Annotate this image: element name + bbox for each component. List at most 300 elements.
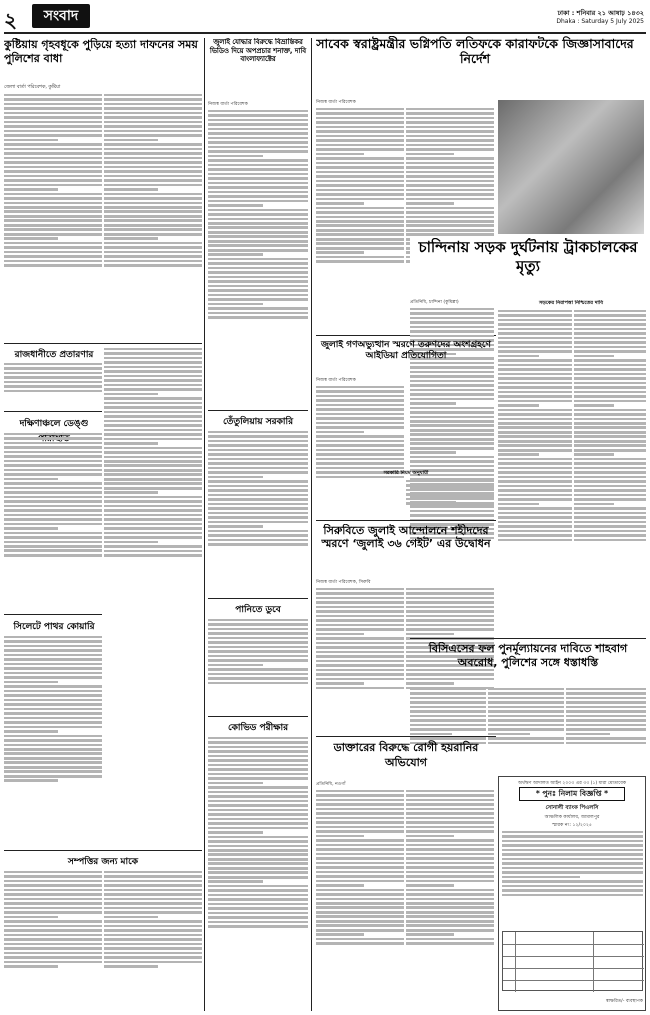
mid-headline-4: কোভিড পরীক্ষার <box>227 723 289 733</box>
center-body-3a <box>316 384 404 518</box>
text-line <box>208 521 308 524</box>
text-line <box>316 242 404 245</box>
page-number: ২ <box>4 8 18 32</box>
text-line <box>208 637 308 640</box>
text-line <box>4 442 102 445</box>
text-line <box>502 871 643 874</box>
text-line <box>4 188 58 191</box>
ad-table-row <box>503 956 644 957</box>
text-line <box>316 889 404 892</box>
text-line <box>104 170 202 173</box>
text-line <box>4 206 102 209</box>
text-line <box>208 737 308 740</box>
text-line <box>316 642 404 645</box>
text-line <box>410 456 494 459</box>
text-line <box>4 464 102 467</box>
text-line <box>498 355 539 358</box>
text-line <box>406 902 494 905</box>
text-line <box>4 242 102 245</box>
ad-bank: সোনালী ব্যাংক পিএলসি <box>545 805 599 811</box>
text-line <box>208 431 308 434</box>
text-line <box>104 943 202 946</box>
text-line <box>104 210 202 213</box>
text-line <box>208 876 308 879</box>
text-line <box>4 943 102 946</box>
text-line <box>4 770 102 773</box>
center-byline-1: নিজস্ব বার্তা পরিবেশক <box>316 100 356 105</box>
text-line <box>104 487 202 490</box>
text-line <box>488 697 564 700</box>
text-line <box>4 197 102 200</box>
text-line <box>208 267 308 270</box>
text-line <box>208 271 308 274</box>
text-line <box>4 473 102 476</box>
text-line <box>104 433 202 436</box>
text-line <box>4 730 58 733</box>
text-line <box>498 498 572 501</box>
text-line <box>406 184 494 187</box>
text-line <box>316 251 364 254</box>
text-line <box>406 915 494 918</box>
text-line <box>406 108 494 111</box>
text-line <box>574 530 646 533</box>
center-headline-6: ডাক্তারের বিরুদ্ধে রোগী হয়রানির অভিযোগ <box>333 741 479 769</box>
text-line <box>410 317 494 320</box>
text-line <box>406 812 494 815</box>
text-line <box>406 933 454 936</box>
text-line <box>406 229 494 232</box>
text-line <box>4 121 102 124</box>
text-line <box>4 541 102 544</box>
text-line <box>208 516 308 519</box>
text-line <box>566 697 646 700</box>
text-line <box>574 386 646 389</box>
text-line <box>4 775 102 778</box>
text-line <box>104 193 202 196</box>
text-line <box>208 146 308 149</box>
text-line <box>406 938 494 941</box>
text-line <box>316 646 404 649</box>
text-line <box>104 925 202 928</box>
text-line <box>208 498 308 501</box>
text-line <box>208 632 308 635</box>
text-line <box>574 328 646 331</box>
text-line <box>410 393 494 396</box>
text-line <box>316 112 404 115</box>
text-line <box>104 478 202 481</box>
ad-title: * পুনঃ নিলাম বিজ্ঞপ্তি * <box>535 789 609 798</box>
text-line <box>4 233 102 236</box>
ad-table-row <box>503 944 644 945</box>
text-line <box>406 592 494 595</box>
mid-left-vrule <box>204 38 205 1011</box>
text-line <box>104 148 202 151</box>
ad-branch: আঞ্চলিক কার্যালয়, জামালপুর <box>544 815 600 820</box>
text-line <box>498 471 572 474</box>
text-line <box>406 924 494 927</box>
text-line <box>406 790 494 793</box>
text-line <box>316 687 404 690</box>
text-line <box>406 207 494 210</box>
text-line <box>498 521 572 524</box>
center-byline-3: নিজস্ব বার্তা পরিবেশক <box>316 378 356 383</box>
text-line <box>574 449 646 452</box>
text-line <box>406 162 494 165</box>
text-line <box>4 545 102 548</box>
text-line <box>316 256 404 259</box>
text-line <box>316 260 404 263</box>
text-line <box>498 328 572 331</box>
text-line <box>4 938 102 941</box>
text-line <box>208 231 308 234</box>
text-line <box>406 682 454 685</box>
text-line <box>208 791 308 794</box>
text-line <box>104 107 202 110</box>
text-line <box>410 692 486 695</box>
text-line <box>316 390 404 393</box>
text-line <box>410 321 494 324</box>
text-line <box>406 216 494 219</box>
text-line <box>4 175 102 178</box>
text-line <box>406 826 494 829</box>
text-line <box>4 491 102 494</box>
text-line <box>208 668 308 671</box>
text-line <box>406 610 494 613</box>
text-line <box>574 395 646 398</box>
text-line <box>574 364 646 367</box>
text-line <box>316 404 404 407</box>
text-line <box>566 701 646 704</box>
text-line <box>4 676 102 679</box>
text-line <box>4 875 102 878</box>
text-line <box>574 516 646 519</box>
text-line <box>502 840 643 843</box>
left-headline-3: দক্ষিণাঞ্চলে ডেঙ্গু <box>19 419 89 429</box>
text-line <box>208 200 308 203</box>
text-line <box>104 469 202 472</box>
text-line <box>4 532 102 535</box>
text-line <box>406 624 494 627</box>
text-line <box>410 724 486 727</box>
center-headline-2: চান্দিনায় সড়ক দুর্ঘটনায় ট্রাকচালকের মৃত্যু <box>410 238 646 294</box>
text-line <box>316 651 404 654</box>
text-line <box>406 601 494 604</box>
text-line <box>406 606 494 609</box>
text-line <box>498 530 572 533</box>
text-line <box>208 467 308 470</box>
text-line <box>208 177 308 180</box>
text-line <box>104 442 158 445</box>
text-line <box>406 794 494 797</box>
text-line <box>316 189 404 192</box>
text-line <box>316 933 364 936</box>
text-line <box>4 500 102 503</box>
text-line <box>104 415 202 418</box>
text-line <box>4 956 102 959</box>
text-line <box>104 175 202 178</box>
text-line <box>4 739 102 742</box>
mid-headline-2: তেঁতুলিয়ায় সরকারি <box>222 417 294 427</box>
text-line <box>104 143 202 146</box>
text-line <box>410 389 494 392</box>
text-line <box>574 422 646 425</box>
text-line <box>4 654 102 657</box>
text-line <box>488 692 564 695</box>
text-line <box>574 435 646 438</box>
text-line <box>208 316 308 319</box>
text-line <box>208 853 308 856</box>
text-line <box>316 942 404 945</box>
text-line <box>316 911 404 914</box>
text-line <box>208 858 308 861</box>
text-line <box>104 447 202 450</box>
left-divider-4 <box>4 850 202 851</box>
text-line <box>208 768 308 771</box>
text-line <box>574 400 646 403</box>
text-line <box>4 934 102 937</box>
text-line <box>208 800 308 803</box>
text-line <box>104 884 202 887</box>
text-line <box>104 889 202 892</box>
text-line <box>4 460 102 463</box>
text-line <box>574 418 646 421</box>
left-headline-1: কুষ্টিয়ায় গৃহবধূকে পুড়িয়ে হত্যা দাফনের সময় পুলিশের বাধা <box>4 38 198 65</box>
text-line <box>498 489 572 492</box>
text-line <box>574 494 646 497</box>
text-line <box>4 902 102 905</box>
text-line <box>498 426 572 429</box>
text-line <box>406 929 494 932</box>
text-line <box>4 372 102 375</box>
text-line <box>4 779 58 782</box>
text-line <box>104 500 202 503</box>
text-line <box>4 469 102 472</box>
text-line <box>4 636 102 639</box>
text-line <box>410 407 494 410</box>
text-line <box>574 431 646 434</box>
text-line <box>410 326 494 329</box>
text-line <box>208 871 308 874</box>
text-line <box>208 191 308 194</box>
text-line <box>104 545 202 548</box>
text-line <box>208 543 308 546</box>
text-line <box>104 242 202 245</box>
text-line <box>4 264 102 267</box>
text-line <box>574 458 646 461</box>
text-line <box>104 541 158 544</box>
text-line <box>208 777 308 780</box>
text-line <box>4 518 102 521</box>
text-line <box>208 240 308 243</box>
center-headline-1: সাবেক স্বরাষ্ট্রমন্ত্রীর ভগ্নিপতি লতিফকে কারাফটকে জিজ্ঞাসাবাদের নির্দেশ <box>316 36 634 66</box>
left-divider-2 <box>4 411 102 412</box>
text-line <box>4 107 102 110</box>
text-line <box>406 920 494 923</box>
text-line <box>498 485 572 488</box>
text-line <box>406 857 494 860</box>
text-line <box>316 835 364 838</box>
text-line <box>4 202 102 205</box>
text-line <box>316 126 404 129</box>
text-line <box>406 839 494 842</box>
text-line <box>104 947 202 950</box>
text-line <box>410 380 494 383</box>
text-line <box>502 876 580 879</box>
text-line <box>498 319 572 322</box>
text-line <box>208 485 308 488</box>
text-line <box>316 207 404 210</box>
text-line <box>104 219 202 222</box>
text-line <box>104 139 158 142</box>
text-line <box>4 103 102 106</box>
text-line <box>4 179 102 182</box>
text-line <box>4 224 102 227</box>
text-line <box>574 319 646 322</box>
text-line <box>574 444 646 447</box>
text-line <box>104 348 202 351</box>
text-line <box>4 712 102 715</box>
text-line <box>316 198 404 201</box>
text-line <box>406 615 494 618</box>
text-line <box>410 733 452 736</box>
text-line <box>574 310 646 313</box>
text-line <box>4 148 102 151</box>
text-line <box>4 170 102 173</box>
masthead-logo <box>32 4 90 28</box>
text-line <box>406 906 494 909</box>
text-line <box>4 681 58 684</box>
text-line <box>104 911 202 914</box>
text-line <box>4 251 102 254</box>
text-line <box>4 549 102 552</box>
masthead-date-bn: ঢাকা : শনিবার ২১ আষাঢ় ১৪৩২ <box>557 9 644 17</box>
mid-headline-3: পানিতে ডুবে <box>235 605 281 615</box>
text-line <box>4 744 102 747</box>
text-line <box>316 673 404 676</box>
text-line <box>104 237 158 240</box>
text-line <box>4 752 102 755</box>
center-headline-5: বিসিএসের ফল পুনর্মূল্যায়নের দাবিতে শাহবাগ অবরোধ, পুলিশের সঙ্গে ধস্তাধস্তি <box>428 642 628 669</box>
text-line <box>4 889 102 892</box>
text-line <box>208 650 308 653</box>
text-line <box>4 911 102 914</box>
text-line <box>574 480 646 483</box>
text-line <box>316 938 404 941</box>
text-line <box>410 688 486 691</box>
text-line <box>574 346 646 349</box>
text-line <box>4 920 102 923</box>
text-line <box>316 117 404 120</box>
text-line <box>574 503 614 506</box>
text-line <box>4 125 102 128</box>
left-divider-3 <box>4 614 102 615</box>
text-line <box>498 413 572 416</box>
text-line <box>406 862 494 865</box>
text-line <box>104 121 202 124</box>
text-line <box>4 363 102 366</box>
text-line <box>316 224 404 227</box>
text-line <box>502 889 643 892</box>
text-line <box>4 735 102 738</box>
center-divider-2 <box>316 520 496 521</box>
mid-divider-1 <box>208 410 308 411</box>
text-line <box>104 157 202 160</box>
text-line <box>498 400 572 403</box>
text-line <box>316 175 404 178</box>
text-line <box>574 534 646 537</box>
text-line <box>104 871 202 874</box>
masthead-logo-text: সংবাদ <box>43 8 79 24</box>
text-line <box>104 255 202 258</box>
text-line <box>316 229 404 232</box>
text-line <box>208 786 308 789</box>
text-line <box>410 308 494 311</box>
text-line <box>104 411 202 414</box>
text-line <box>574 409 646 412</box>
text-line <box>316 898 404 901</box>
text-line <box>4 871 102 874</box>
text-line <box>488 728 564 731</box>
text-line <box>316 592 404 595</box>
text-line <box>574 498 646 501</box>
text-line <box>488 737 564 740</box>
text-line <box>208 655 308 658</box>
text-line <box>406 628 494 631</box>
text-line <box>104 116 202 119</box>
text-line <box>104 505 202 508</box>
text-line <box>406 157 494 160</box>
ad-table-row <box>503 980 644 981</box>
text-line <box>316 844 404 847</box>
text-line <box>406 898 494 901</box>
text-line <box>566 724 646 727</box>
text-line <box>4 112 102 115</box>
text-line <box>406 880 494 883</box>
text-line <box>316 148 404 151</box>
text-line <box>406 171 494 174</box>
text-line <box>498 440 572 443</box>
text-line <box>208 173 308 176</box>
text-line <box>4 527 58 530</box>
text-line <box>104 451 202 454</box>
text-line <box>4 215 102 218</box>
text-line <box>502 831 643 834</box>
text-line <box>498 314 572 317</box>
text-line <box>4 536 102 539</box>
text-line <box>498 480 572 483</box>
text-line <box>208 773 308 776</box>
text-line <box>208 222 308 225</box>
text-line <box>104 934 202 937</box>
text-line <box>104 875 202 878</box>
text-line <box>502 858 643 861</box>
text-line <box>208 476 263 479</box>
text-line <box>574 539 646 542</box>
text-line <box>406 180 494 183</box>
text-line <box>4 685 102 688</box>
text-line <box>4 514 102 517</box>
text-line <box>104 370 202 373</box>
text-line <box>316 238 404 241</box>
text-line <box>208 889 308 892</box>
text-line <box>4 193 102 196</box>
text-line <box>4 228 102 231</box>
text-line <box>316 628 404 631</box>
text-line <box>104 938 202 941</box>
text-line <box>104 379 202 382</box>
masthead-rule <box>4 32 646 34</box>
mid-body-4 <box>208 735 308 1011</box>
